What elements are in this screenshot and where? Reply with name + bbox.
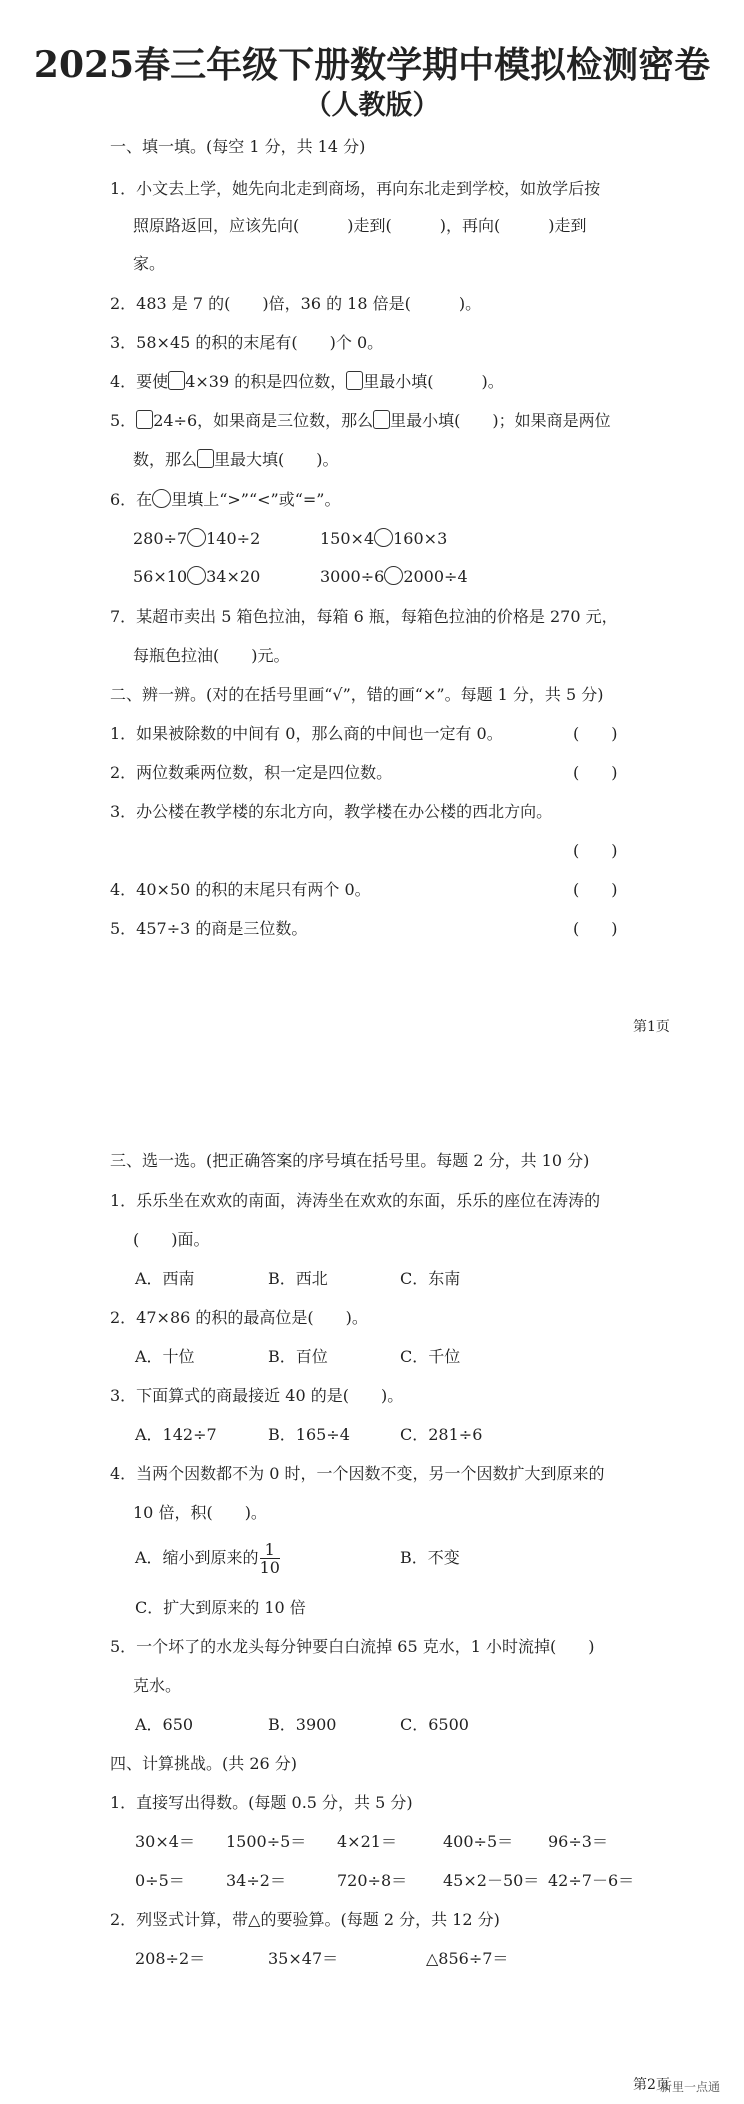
s1-q4: 4．要使 4×39 的积是四位数， 里最小填( )。 <box>110 372 504 391</box>
calc-item: 34÷2＝ <box>226 1871 286 1890</box>
s3-q1-option-a: A．西南 <box>135 1269 195 1288</box>
compare-3: 56×10 34×20 <box>133 567 261 586</box>
page-subtitle: （人教版） <box>304 90 440 121</box>
s3-q1-line2: ( )面。 <box>133 1230 210 1249</box>
page-title: 2025春三年级下册数学期中模拟检测密卷 <box>33 44 711 86</box>
calc-item: 208÷2＝ <box>135 1949 206 1968</box>
s3-q5-option-a: A．650 <box>135 1715 194 1734</box>
calc-item: 45×2－50＝ <box>443 1871 540 1890</box>
s3-q4-line2: 10 倍，积( )。 <box>133 1503 267 1522</box>
answer-paren: ( ) <box>573 919 618 938</box>
compare-2: 150×4 160×3 <box>320 529 448 548</box>
s3-q4-option-c: C．扩大到原来的 10 倍 <box>135 1598 306 1617</box>
s4-q2: 2．列竖式计算，带△的要验算。(每题 2 分，共 12 分) <box>110 1910 500 1929</box>
s3-q1-option-c: C．东南 <box>400 1269 461 1288</box>
s3-q3-option-b: B．165÷4 <box>268 1425 350 1444</box>
blank-circle <box>384 566 403 585</box>
s3-q4-option-a: A．缩小到原来的 $\frac{1}{10}$ <box>135 1540 280 1577</box>
fraction: $\frac{1}{10}$ <box>259 1540 280 1577</box>
s3-q3-option-a: A．142÷7 <box>135 1425 217 1444</box>
blank-box <box>373 410 390 429</box>
calc-item: △856÷7＝ <box>426 1949 509 1968</box>
calc-item: 4×21＝ <box>337 1832 397 1851</box>
s1-q6: 6．在 里填上“>”“<”或“=”。 <box>110 490 341 509</box>
s3-q3: 3．下面算式的商最接近 40 的是( )。 <box>110 1386 404 1405</box>
s3-q5-line1: 5．一个坏了的水龙头每分钟要白白流掉 65 克水，1 小时流掉( ) <box>110 1637 595 1656</box>
s1-q1-line3: 家。 <box>133 254 166 273</box>
s1-q7-line2: 每瓶色拉油( )元。 <box>133 646 290 665</box>
s3-q2: 2．47×86 的积的最高位是( )。 <box>110 1308 368 1327</box>
answer-paren: ( ) <box>573 724 618 743</box>
s1-q2: 2．483 是 7 的( )倍，36 的 18 倍是( )。 <box>110 294 482 313</box>
calc-item: 30×4＝ <box>135 1832 195 1851</box>
s1-q5-line2: 数，那么 里最大填( )。 <box>133 450 339 469</box>
s3-q5-option-b: B．3900 <box>268 1715 337 1734</box>
calc-item: 0÷5＝ <box>135 1871 185 1890</box>
s3-q5-option-c: C．6500 <box>400 1715 469 1734</box>
blank-box <box>346 371 363 390</box>
s3-q1-option-b: B．西北 <box>268 1269 328 1288</box>
blank-circle <box>374 528 393 547</box>
compare-1: 280÷7 140÷2 <box>133 529 261 548</box>
s1-q5-line1: 5． 24÷6，如果商是三位数，那么 里最小填( )；如果商是两位 <box>110 411 611 430</box>
calc-item: 96÷3＝ <box>548 1832 608 1851</box>
blank-circle <box>187 566 206 585</box>
s3-q2-option-b: B．百位 <box>268 1347 328 1366</box>
s1-q1-line2: 照原路返回，应该先向( )走到( )，再向( )走到 <box>133 216 587 235</box>
blank-circle <box>152 489 171 508</box>
section-3-heading: 三、选一选。(把正确答案的序号填在括号里。每题 2 分，共 10 分) <box>110 1151 590 1170</box>
s2-q4: 4．40×50 的积的末尾只有两个 0。 <box>110 880 371 899</box>
s1-q7-line1: 7．某超市卖出 5 箱色拉油，每箱 6 瓶，每箱色拉油的价格是 270 元， <box>110 607 618 626</box>
section-2-heading: 二、辨一辨。(对的在括号里画“√”，错的画“×”。每题 1 分，共 5 分) <box>110 685 604 704</box>
answer-paren: ( ) <box>573 763 618 782</box>
blank-circle <box>187 528 206 547</box>
answer-paren: ( ) <box>573 880 618 899</box>
calc-item: 720÷8＝ <box>337 1871 408 1890</box>
s3-q4-line1: 4．当两个因数都不为 0 时，一个因数不变，另一个因数扩大到原来的 <box>110 1464 605 1483</box>
section-1-heading: 一、填一填。(每空 1 分，共 14 分) <box>110 137 366 156</box>
blank-box <box>197 449 214 468</box>
s3-q3-option-c: C．281÷6 <box>400 1425 483 1444</box>
calc-item: 1500÷5＝ <box>226 1832 307 1851</box>
s3-q5-line2: 克水。 <box>133 1676 182 1695</box>
s2-q5: 5．457÷3 的商是三位数。 <box>110 919 308 938</box>
s1-q3: 3．58×45 的积的末尾有( )个 0。 <box>110 333 384 352</box>
s2-q1: 1．如果被除数的中间有 0，那么商的中间也一定有 0。 <box>110 724 503 743</box>
page-number: 第1页 <box>633 1019 670 1035</box>
s3-q1-line1: 1．乐乐坐在欢欢的南面，涛涛坐在欢欢的东面，乐乐的座位在涛涛的 <box>110 1191 601 1210</box>
s2-q3: 3．办公楼在教学楼的东北方向，教学楼在办公楼的西北方向。 <box>110 802 553 821</box>
s3-q2-option-a: A．十位 <box>135 1347 195 1366</box>
calc-item: 42÷7－6＝ <box>548 1871 635 1890</box>
compare-4: 3000÷6 2000÷4 <box>320 567 468 586</box>
s4-q1: 1．直接写出得数。(每题 0.5 分，共 5 分) <box>110 1793 413 1812</box>
answer-paren: ( ) <box>573 841 618 860</box>
page-number: 第2页 <box>633 2077 670 2093</box>
s3-q4-option-b: B．不变 <box>400 1548 460 1567</box>
blank-box <box>168 371 185 390</box>
watermark-text: 新里一点通 <box>660 2080 721 2094</box>
calc-item: 400÷5＝ <box>443 1832 514 1851</box>
s2-q2: 2．两位数乘两位数，积一定是四位数。 <box>110 763 393 782</box>
s1-q1-line1: 1．小文去上学，她先向北走到商场，再向东北走到学校，如放学后按 <box>110 179 601 198</box>
calc-item: 35×47＝ <box>268 1949 339 1968</box>
blank-box <box>136 410 153 429</box>
s3-q2-option-c: C．千位 <box>400 1347 461 1366</box>
section-4-heading: 四、计算挑战。(共 26 分) <box>110 1754 298 1773</box>
